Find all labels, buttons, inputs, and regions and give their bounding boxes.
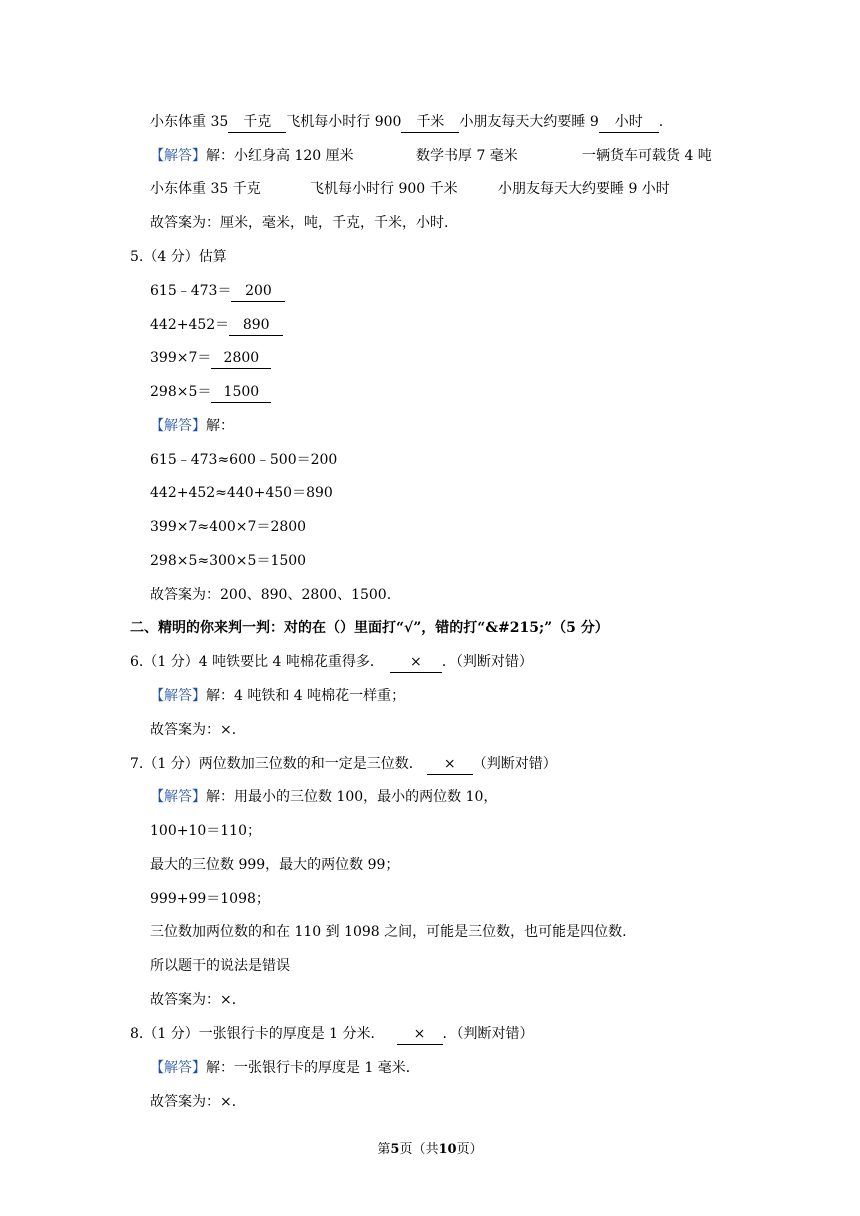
question-text: （4 分）估算 <box>143 249 227 265</box>
q6-solution <box>150 686 405 706</box>
text: ．（判断对错） <box>441 654 533 670</box>
text: 解：小红身高 120 厘米 <box>206 148 354 164</box>
blank-answer: 2800 <box>211 348 271 369</box>
text: ．（判断对错） <box>442 1026 534 1042</box>
q7-line: 所以题干的说法是错误 <box>150 958 290 974</box>
question-number: 5. <box>130 249 144 265</box>
answer-tag: 【解答】 <box>150 148 206 164</box>
blank-answer: 890 <box>229 315 283 336</box>
text: 解： <box>206 418 234 434</box>
text: 页（共 <box>399 1142 439 1157</box>
q7-line: 三位数加两位数的和在 110 到 1098 之间，可能是三位数，也可能是四位数. <box>150 924 627 940</box>
text: 一辆货车可载货 4 吨 <box>582 148 712 164</box>
q5-item <box>150 281 285 302</box>
q5-header <box>130 247 227 267</box>
text: 飞机每小时行 900 <box>286 114 402 130</box>
text: 数学书厚 7 毫米 <box>416 148 518 164</box>
q6-final: 故答案为：×． <box>150 722 246 738</box>
text: 小东体重 35 <box>150 114 229 130</box>
text: 小朋友每天大约要睡 9 <box>459 114 599 130</box>
answer-tag: 【解答】 <box>150 1060 206 1076</box>
q7-line: 最大的三位数 999，最大的两位数 99； <box>150 857 400 873</box>
text: 解：一张银行卡的厚度是 1 毫米． <box>206 1060 420 1076</box>
page-number: 5 <box>390 1142 400 1157</box>
question-number: 6. <box>130 654 144 670</box>
text: （判断对错） <box>472 756 557 772</box>
question-text: （1 分）一张银行卡的厚度是 1 分米． <box>143 1026 385 1042</box>
answer-tag: 【解答】 <box>150 789 206 805</box>
expression: 399×7＝ <box>150 350 212 366</box>
q5-step: 615﹣473≈600﹣500＝200 <box>150 452 338 468</box>
expression: 298×5＝ <box>150 384 212 400</box>
question-number: 7. <box>130 756 144 772</box>
q5-step: 442+452≈440+450＝890 <box>150 485 333 501</box>
q4-solution-2 <box>150 179 670 199</box>
question-text: （1 分）两位数加三位数的和一定是三位数． <box>143 756 423 772</box>
total-pages: 10 <box>438 1142 457 1157</box>
blank-answer: × <box>427 754 473 775</box>
answer-tag: 【解答】 <box>150 418 206 434</box>
text: 飞机每小时行 900 千米 <box>310 181 458 197</box>
blank-answer: 小时 <box>599 112 659 133</box>
q8-header <box>130 1024 534 1045</box>
q5-item <box>150 348 271 369</box>
blank-answer: 1500 <box>211 382 271 403</box>
text: 解：4 吨铁和 4 吨棉花一样重； <box>206 688 406 704</box>
q7-line: 100+10＝110； <box>150 823 261 839</box>
q7-final: 故答案为：×． <box>150 992 246 1008</box>
question-number: 8. <box>130 1026 144 1042</box>
q4-solution-1 <box>150 146 712 166</box>
blank-answer: 千米 <box>401 112 459 133</box>
q8-final: 故答案为：×． <box>150 1094 246 1110</box>
blank-answer: × <box>397 1024 443 1045</box>
text: 小朋友每天大约要睡 9 小时 <box>498 181 670 197</box>
q6-header <box>130 652 533 673</box>
q5-step: 298×5≈300×5＝1500 <box>150 553 307 569</box>
q5-final: 故答案为：200、890、2800、1500. <box>150 587 392 603</box>
question-text: （1 分）4 吨铁要比 4 吨棉花重得多． <box>143 654 384 670</box>
q7-header <box>130 754 557 775</box>
text: 页） <box>456 1142 483 1157</box>
expression: 442+452＝ <box>150 317 230 333</box>
q8-solution <box>150 1058 420 1078</box>
expression: 615﹣473＝ <box>150 283 232 299</box>
text: 第 <box>377 1142 391 1157</box>
text: . <box>658 114 664 130</box>
q7-solution <box>150 787 497 807</box>
q4-final: 故答案为：厘米，毫米，吨，千克，千米，小时. <box>150 215 449 231</box>
answer-tag: 【解答】 <box>150 688 206 704</box>
blank-answer: × <box>390 652 442 673</box>
section-heading: 二、精明的你来判一判：对的在（）里面打“√”，错的打“&#215;”（5 分） <box>130 620 609 636</box>
text: 小东体重 35 千克 <box>150 181 261 197</box>
q5-item <box>150 382 271 403</box>
q5-item <box>150 315 283 336</box>
q5-step: 399×7≈400×7＝2800 <box>150 519 307 535</box>
q4-answer-line <box>150 112 663 133</box>
blank-answer: 200 <box>231 281 285 302</box>
blank-answer: 千克 <box>228 112 286 133</box>
q7-line: 999+99＝1098； <box>150 891 270 907</box>
page-footer <box>0 1138 860 1157</box>
q5-solution-head <box>150 416 234 436</box>
text: 解：用最小的三位数 100，最小的两位数 10， <box>206 789 498 805</box>
